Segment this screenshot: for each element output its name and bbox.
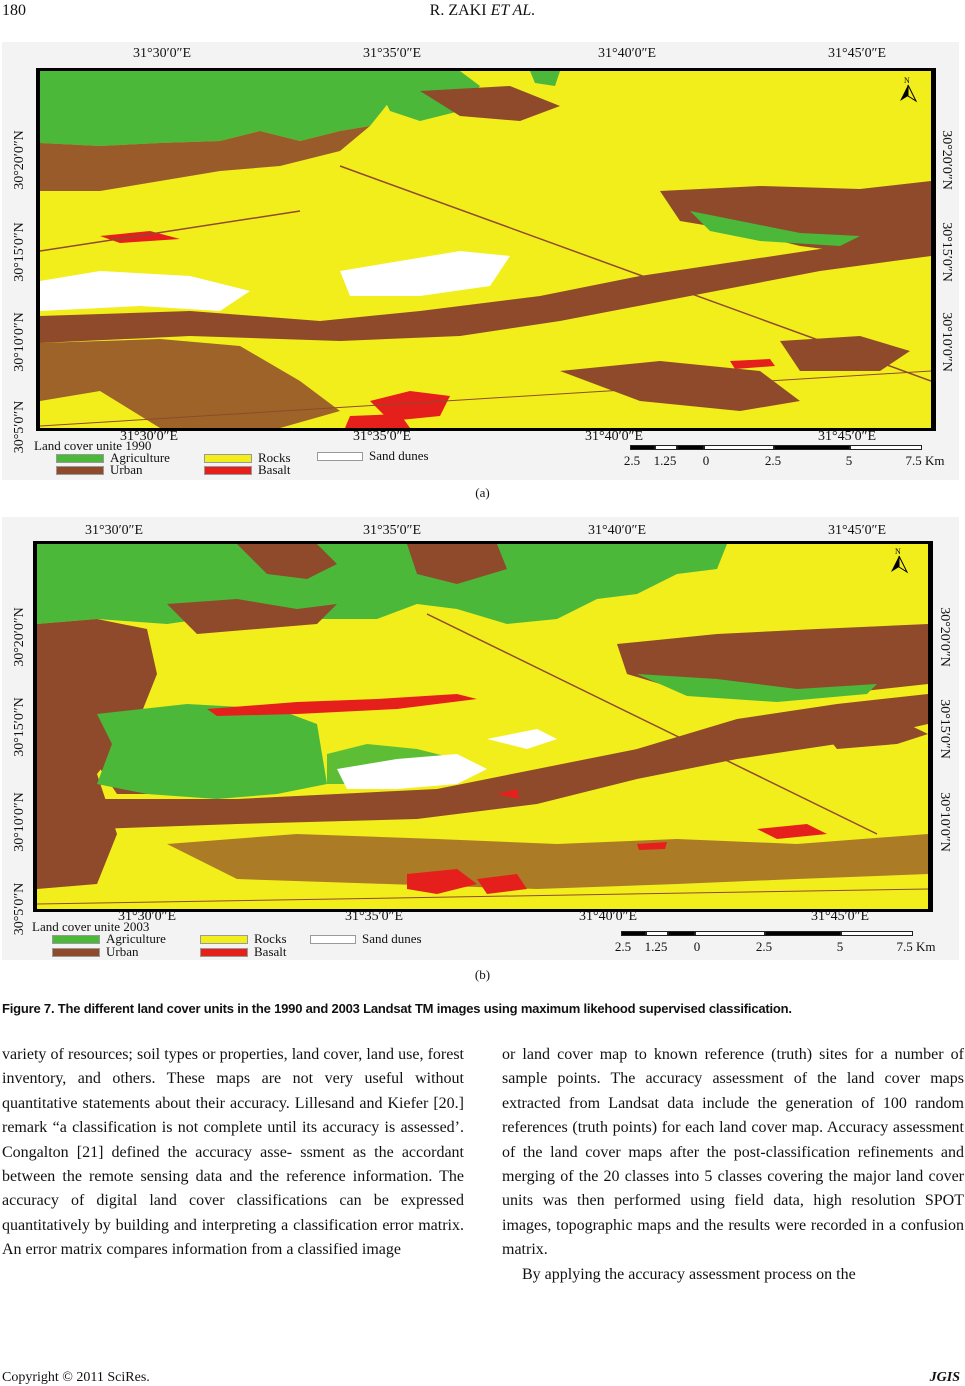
lat-label: 30°10′0″N <box>12 792 27 852</box>
rocks-swatch <box>204 454 252 463</box>
legend-1990 <box>34 439 484 479</box>
legend-item-urban: Urban <box>56 463 143 477</box>
urban-swatch <box>56 466 104 475</box>
panel-caption-a: (a) <box>475 485 490 500</box>
basalt-swatch <box>200 948 248 957</box>
legend-item-sand-dunes: Sand dunes <box>317 449 429 463</box>
lat-label: 30°10′0″N <box>937 792 952 852</box>
legend-item-rocks: Rocks <box>200 932 287 946</box>
north-arrow-icon <box>897 75 919 103</box>
legend-item-agriculture: Agriculture <box>52 932 166 946</box>
legend-item-basalt: Basalt <box>204 463 291 477</box>
lat-label: 30°15′0″N <box>12 697 27 757</box>
rocks-swatch <box>200 935 248 944</box>
agriculture-swatch <box>56 454 104 463</box>
lat-label: 30°20′0″N <box>939 130 954 190</box>
authors: R. ZAKI <box>429 2 487 19</box>
body-column-right <box>502 1043 964 1287</box>
figure-panel-b <box>2 517 959 960</box>
land-cover-map-1990 <box>36 68 936 431</box>
scale-bar-1990: 2.5 1.25 0 2.5 5 7.5 Km <box>630 445 922 471</box>
lon-label: 31°35′0″E <box>344 909 404 924</box>
paragraph: variety of resources; soil types or properties, land cover, land use, forest inventory, and others. These maps are not very useful without quantitative statements about their accuracy. Lillesand and Kiefer [20.] remark “a classification is not complete until its accuracy is assessed’. Congalton [21] defined the accuracy asse- ssment as the accordant between the remote sensing data and the reference information. The accuracy of digital land cover classifications can be expressed quantitatively by building and interpreting a classification error matrix. An error matrix compares information from a classified image <box>2 1046 464 1259</box>
legend-item-urban: Urban <box>52 945 139 959</box>
svg-text:N: N <box>895 547 901 556</box>
lon-label: 31°45′0″E <box>827 523 887 538</box>
lon-label: 31°40′0″E <box>587 523 647 538</box>
legend-2003 <box>32 920 482 960</box>
lon-label: 31°40′0″E <box>597 46 657 61</box>
lat-label: 30°15′0″N <box>937 699 952 759</box>
map-raster-2003 <box>37 544 928 909</box>
legend-title: Land cover unite 2003 <box>32 919 150 934</box>
latitude-labels-right <box>930 517 958 960</box>
lon-label: 31°35′0″E <box>362 46 422 61</box>
lon-label: 31°45′0″E <box>817 429 877 444</box>
legend-item-rocks: Rocks <box>204 451 291 465</box>
figure-panel-a <box>2 42 959 480</box>
paragraph: or land cover map to known reference (truth) sites for a number of sample points. The accuracy assessment of the land cover maps extracted from Landsat data include the generation of 100 random references (truth points) for each land cover map. Accuracy assessment of the land cover maps after the post-classification refinements and merging of the 20 classes into 5 classes covering the major land cover units was then performed using field data, high resolution SPOT images, topographic maps and the results were recorded in a confusion matrix. <box>502 1046 964 1259</box>
urban-swatch <box>52 948 100 957</box>
lon-label: 31°35′0″E <box>352 429 412 444</box>
agriculture-swatch <box>52 935 100 944</box>
svg-text:N: N <box>904 76 910 85</box>
lat-label: 30°20′0″N <box>12 130 27 190</box>
latitude-labels-left <box>6 42 34 480</box>
lat-label: 30°10′0″N <box>939 312 954 372</box>
legend-item-basalt: Basalt <box>200 945 287 959</box>
lon-label: 31°40′0″E <box>578 909 638 924</box>
basalt-swatch <box>204 466 252 475</box>
lon-label: 31°30′0″E <box>119 429 179 444</box>
lon-label: 31°45′0″E <box>810 909 870 924</box>
lon-label: 31°40′0″E <box>584 429 644 444</box>
lat-label: 30°10′0″N <box>12 312 27 372</box>
figure-caption: Figure 7. The different land cover units in the 1990 and 2003 Landsat TM images using maximum likehood supervised classification. <box>2 1001 792 1016</box>
scale-bar-2003: 2.5 1.25 0 2.5 5 7.5 Km <box>621 931 913 957</box>
lon-label: 31°30′0″E <box>132 46 192 61</box>
lon-label: 31°30′0″E <box>85 523 144 538</box>
north-arrow-icon <box>888 546 910 574</box>
lat-label: 30°15′0″N <box>12 222 27 282</box>
land-cover-map-2003 <box>33 541 933 912</box>
lat-label: 30°5′0″N <box>12 400 27 454</box>
lon-label: 31°45′0″E <box>827 46 887 61</box>
map-raster-1990 <box>40 71 931 428</box>
lat-label: 30°20′0″N <box>12 607 27 667</box>
legend-item-agriculture: Agriculture <box>56 451 170 465</box>
lon-label: 31°35′0″E <box>362 523 422 538</box>
lat-label: 30°5′0″N <box>12 882 27 936</box>
legend-item-sand-dunes: Sand dunes <box>310 932 422 946</box>
lat-label: 30°20′0″N <box>937 607 952 667</box>
running-title <box>0 2 965 20</box>
sand-dunes-swatch <box>310 935 356 944</box>
journal-name: JGIS <box>929 1370 960 1385</box>
sand-dunes-swatch <box>317 452 363 461</box>
running-head <box>0 2 965 24</box>
copyright: Copyright © 2011 SciRes. <box>2 1370 150 1385</box>
body-column-left <box>2 1043 464 1263</box>
latitude-labels-left <box>6 517 34 960</box>
lon-label: 31°30′0″E <box>117 909 177 924</box>
lat-label: 30°15′0″N <box>939 222 954 282</box>
et-al: ET AL. <box>490 2 536 19</box>
legend-title: Land cover unite 1990 <box>34 438 152 453</box>
panel-caption-b: (b) <box>474 967 491 982</box>
page-number: 180 <box>2 2 26 19</box>
latitude-labels-right <box>932 42 960 480</box>
paragraph: By applying the accuracy assessment process on the <box>522 1265 856 1283</box>
